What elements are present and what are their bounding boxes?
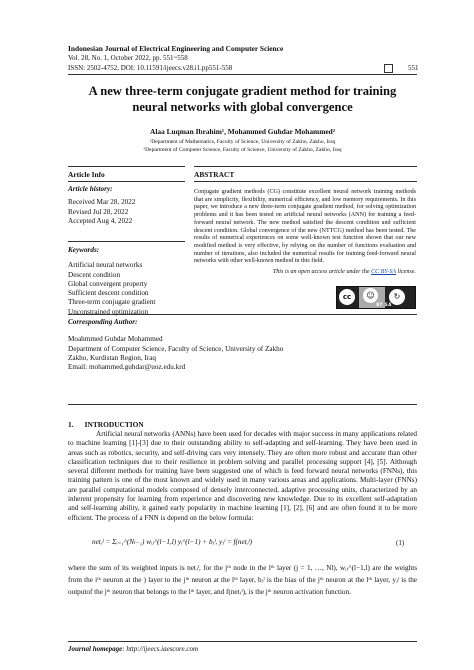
article-info-heading: Article Info bbox=[68, 170, 105, 179]
header-rule bbox=[68, 74, 417, 75]
license-line bbox=[194, 269, 416, 275]
title-line-1: A new three-term conjugate gradient method for training bbox=[88, 84, 397, 98]
corresponding-heading: Corresponding Author: bbox=[68, 318, 138, 326]
abstract-top-rule bbox=[194, 166, 417, 167]
box-divider-rule bbox=[68, 314, 417, 315]
history-heading: Article history: bbox=[68, 185, 113, 193]
introduction-heading: 1. INTRODUCTION bbox=[68, 420, 144, 429]
footer-rule bbox=[68, 641, 417, 642]
page-box-icon bbox=[384, 64, 393, 73]
article-info-top-rule bbox=[68, 166, 185, 167]
license-link[interactable]: CC BY-SA bbox=[371, 269, 397, 275]
keyword-item: Three-term conjugate gradient bbox=[68, 298, 156, 307]
journal-issn: ISSN: 2502-4752, DOI: 10.11591/ijeecs.v28.i1.pp551-558 bbox=[68, 64, 233, 72]
keywords-heading: Keywords: bbox=[68, 246, 100, 254]
keywords-section bbox=[68, 246, 188, 317]
box-bottom-rule bbox=[68, 404, 417, 405]
abstract-heading: ABSTRACT bbox=[194, 170, 235, 179]
equation-1: netⱼˡ = Σᵢ₌₁^(Nₗ₋₁) wᵢⱼ^(l−1,l) yᵢ^(l−1) + bⱼˡ, yⱼˡ = f(netⱼˡ) bbox=[92, 538, 252, 546]
license-suffix: license. bbox=[396, 269, 416, 275]
keyword-item: Artificial neural networks bbox=[68, 261, 143, 270]
keywords-rule bbox=[68, 241, 185, 242]
keyword-item: Unconstrained optimization bbox=[68, 307, 149, 316]
corresponding-author bbox=[68, 318, 417, 372]
article-history bbox=[68, 185, 188, 226]
license-prefix: This is an open access article under the bbox=[272, 269, 372, 275]
corresponding-email[interactable]: Email: mohammed.guhdar@uoz.edu.krd bbox=[68, 363, 186, 372]
introduction-paragraph-2: where the sum of its weighted inputs is netⱼˡ, for the jᵗʰ node in the lᵗʰ layer (j = 1, …, Nl), wᵢⱼ^(l−1,l) are the weights from the iᵗʰ neuron at the ) layer to the jᵗʰ neuron at the lᵗʰ layer, bⱼˡ is the bias of the jᵗʰ neuron at the lᵗʰ layer, yⱼˡ is the outputof the jᵗʰ neuron that belongs to the lᵗʰ layer, and f(netⱼˡ), is the jᵗʰ neuron activation function. bbox=[68, 564, 417, 596]
revised-date: Revised Jul 28, 2022 bbox=[68, 207, 129, 216]
keywords-list bbox=[68, 261, 188, 317]
equation-number: (1) bbox=[396, 539, 405, 547]
corresponding-city: Zakho, Kurdistan Region, Iraq bbox=[68, 353, 157, 362]
abstract-text: Conjugate gradient methods (CG) constitute excellent neural network training methods that are simplicity, flexibility, numerical efficiency, and low memory requirements. In this paper, we introduce a new three-term conjugate gradient method, for solving optimization problems and it has been tested on artificial neural networks (ANN) for training a feed-forward neural network. The new method satisfied the descent condition and sufficient descent condition. Global convergence of the new (NTTCG) method has been tested. The results of numerical experiences on some well-known test function shown that our new modified method is very effective, by relying on the number of functions evaluation and number of iterations, also included the numerical results for training feed-forward neural networks with other well-known method in this field. bbox=[194, 189, 416, 265]
homepage-url: : http://ijeecs.iaescore.com bbox=[122, 645, 199, 653]
attribution-icon: ☺ bbox=[363, 288, 378, 303]
article-info-rule bbox=[68, 181, 185, 182]
share-alike-icon: ↻ bbox=[389, 289, 405, 305]
keyword-item: Global convergent property bbox=[68, 279, 148, 288]
accepted-date: Accepted Aug 4, 2022 bbox=[68, 216, 133, 225]
cc-badge-label: BY SA bbox=[376, 302, 392, 307]
title-line-2: neural networks with global convergence bbox=[132, 100, 353, 114]
journal-homepage[interactable] bbox=[68, 645, 198, 653]
paper-title bbox=[68, 83, 417, 115]
corresponding-dept: Department of Computer Science, Faculty of Science, University of Zakho bbox=[68, 344, 284, 353]
cc-by-sa-badge[interactable] bbox=[336, 286, 416, 309]
journal-volume: Vol. 28, No. 1, October 2022, pp. 551~558 bbox=[68, 54, 188, 62]
authors: Alaa Luqman Ibrahim¹, Mohammed Guhdar Mohammed² bbox=[150, 127, 335, 136]
page-number: 551 bbox=[408, 64, 419, 72]
cc-icon: cc bbox=[339, 289, 355, 305]
affiliation-1: ¹Department of Mathematics, Faculty of Science, University of Zakho, Zakho, Iraq bbox=[149, 139, 336, 145]
journal-name: Indonesian Journal of Electrical Engineering and Computer Science bbox=[68, 44, 284, 53]
keyword-item: Descent condition bbox=[68, 270, 121, 279]
corresponding-name: Moahmmed Guhdar Mohammed bbox=[68, 335, 163, 344]
homepage-label: Journal homepage bbox=[68, 645, 123, 653]
affiliation-2: ²Department of Computer Science, Faculty of Science, University of Zakho, Zakho, Iraq bbox=[143, 147, 342, 153]
keyword-item: Sufficient descent condition bbox=[68, 289, 149, 298]
abstract-rule bbox=[194, 181, 417, 182]
introduction-paragraph-1: Artificial neural networks (ANNs) have been used for decades with major success in many applications related to machine learning [1]-[3] due to their outstanding ability to self-adapting and self-learning. They have been used in areas such as robotics, security, and self-driving cars very intensely. They are often more robust and accurate than other classification techniques due to their resilience in problem solving and parallel processing support [4], [5]. Although several different methods for training have been suggested one of which is feed forward neural networks (FNNs), this training pattern is one of the most known and widely used in many various areas and applications. Multi-layer (FNNs) are parallel computational models composed of densely interconnected, adaptive processing units, characterized by an inherent propensity for learning from experience and discovering new knowledge. Due to its excellent self-adaptation and self-learning ability, it gained early popularity in machine learning [1], [2], [6] and are often found it to be more efficient. The process of a FNN is depend on the below formula: bbox=[68, 430, 417, 522]
received-date: Received Mar 28, 2022 bbox=[68, 198, 136, 207]
